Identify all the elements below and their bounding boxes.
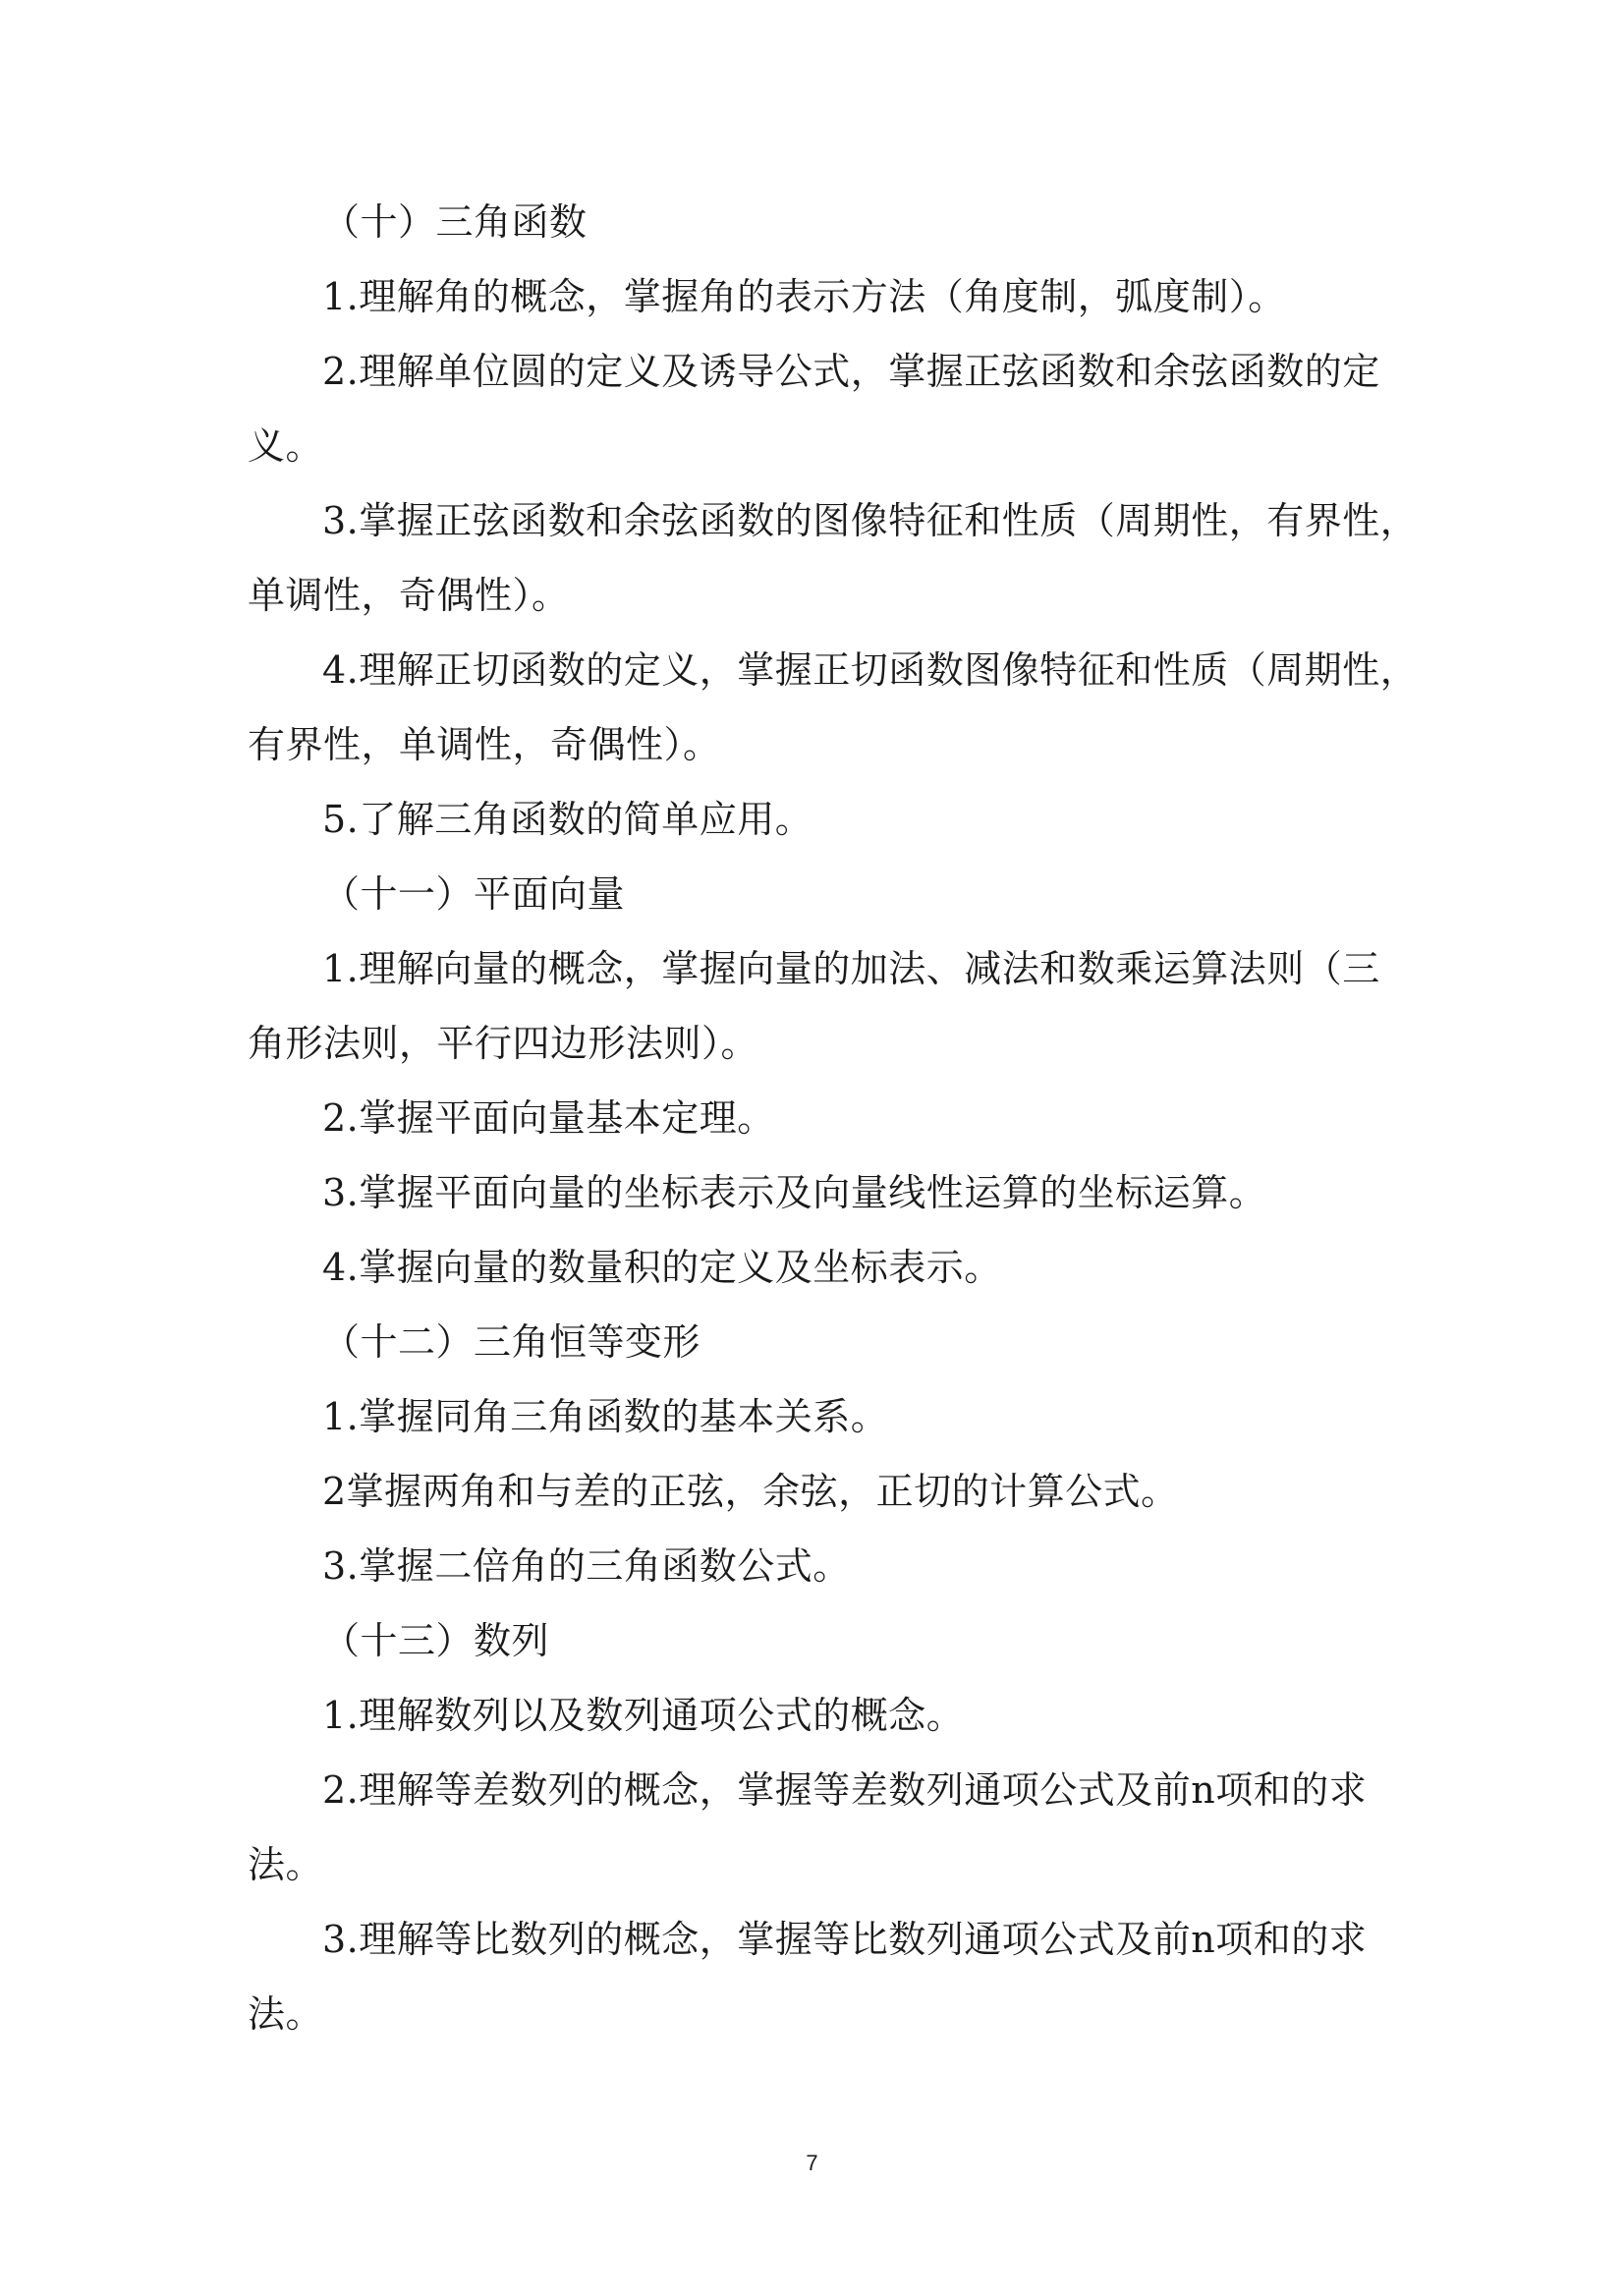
- page-number: 7: [806, 2151, 818, 2175]
- document-body: [248, 185, 1419, 2051]
- paragraph-line: 5.了解三角函数的简单应用。: [322, 798, 813, 841]
- paragraph-line: 2掌握两角和与差的正弦，余弦，正切的计算公式。: [322, 1470, 1179, 1513]
- paragraph-line-continued: 单调性，奇偶性）。: [248, 574, 570, 617]
- section-heading: （十二）三角恒等变形: [322, 1320, 701, 1364]
- paragraph-line-continued: 义。: [248, 424, 324, 468]
- section-heading: （十一）平面向量: [322, 872, 626, 916]
- paragraph-line: 2.理解单位圆的定义及诱导公式，掌握正弦函数和余弦函数的定: [322, 350, 1380, 393]
- paragraph-line-continued: 法。: [248, 1992, 324, 2036]
- paragraph-line: 4.掌握向量的数量积的定义及坐标表示。: [322, 1246, 1002, 1289]
- paragraph-line: 3.理解等比数列的概念，掌握等比数列通项公式及前n项和的求: [322, 1918, 1368, 1961]
- paragraph-line: 1.掌握同角三角函数的基本关系。: [322, 1395, 889, 1438]
- paragraph-line: 2.掌握平面向量基本定理。: [322, 1096, 775, 1140]
- paragraph-line: 4.理解正切函数的定义，掌握正切函数图像特征和性质（周期性，: [322, 648, 1419, 692]
- paragraph-line-continued: 角形法则，平行四边形法则）。: [248, 1022, 759, 1065]
- paragraph-line: 2.理解等差数列的概念，掌握等差数列通项公式及前n项和的求: [322, 1768, 1368, 1812]
- section-heading: （十三）数列: [322, 1619, 550, 1662]
- paragraph-line-continued: 法。: [248, 1843, 324, 1886]
- paragraph-line: 1.理解角的概念，掌握角的表示方法（角度制，弧度制）。: [322, 275, 1286, 318]
- paragraph-line-continued: 有界性，单调性，奇偶性）。: [248, 723, 721, 766]
- section-heading: （十）三角函数: [322, 200, 588, 244]
- paragraph-line: 1.理解数列以及数列通项公式的概念。: [322, 1694, 965, 1737]
- paragraph-line: 3.掌握平面向量的坐标表示及向量线性运算的坐标运算。: [322, 1171, 1267, 1214]
- paragraph-line: 3.掌握正弦函数和余弦函数的图像特征和性质（周期性，有界性，: [322, 499, 1419, 542]
- paragraph-line: 1.理解向量的概念，掌握向量的加法、减法和数乘运算法则（三: [322, 947, 1380, 990]
- paragraph-line: 3.掌握二倍角的三角函数公式。: [322, 1544, 851, 1588]
